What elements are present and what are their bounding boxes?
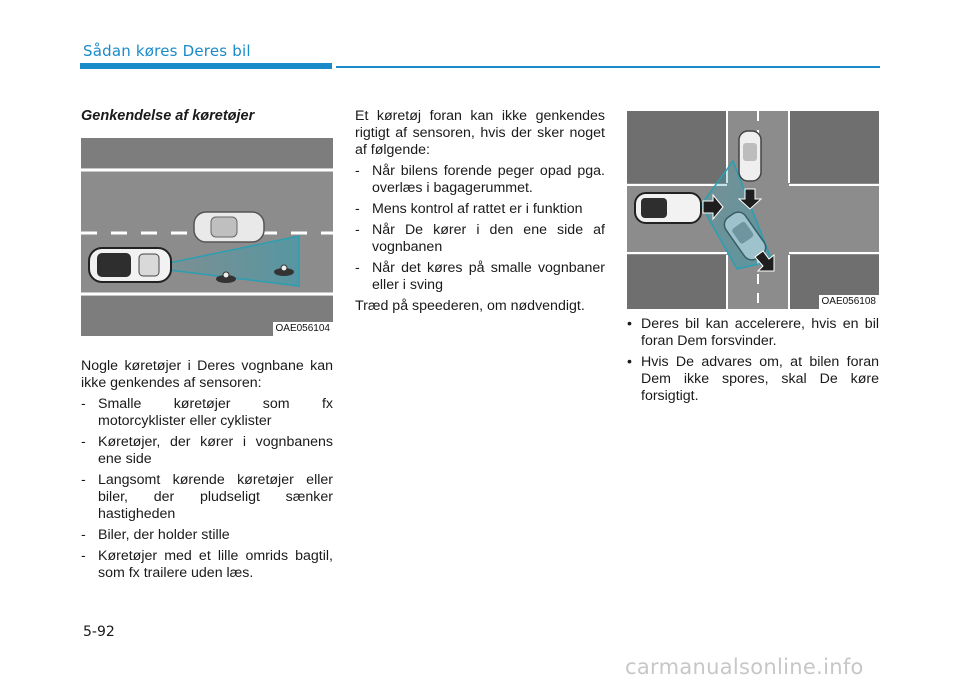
middle-intro: Et køretøj foran kan ikke genkendes rigtigt af sensoren, hvis der sker noget af følgende:: [355, 108, 605, 158]
figure-code: OAE056104: [273, 322, 334, 336]
list-item: - Smalle køretøjer som fx motorcyklister eller cyklister: [81, 396, 333, 430]
figure-intersection: [627, 111, 879, 309]
figure-spacer: [81, 147, 333, 358]
list-item: - Når bilens forende peger opad pga. overlæs i bagagerummet.: [355, 163, 605, 197]
list-item: - Når De kører i den ene side af vognbanen: [355, 222, 605, 256]
left-list: [81, 396, 333, 582]
page-number: 5-92: [83, 624, 115, 640]
header-rule-thin: [336, 66, 880, 68]
list-item: - Mens kontrol af rattet er i funktion: [355, 201, 605, 218]
list-item: - Biler, der holder stille: [81, 527, 333, 544]
figure-code: OAE056108: [819, 295, 880, 309]
header-rule-thick: [80, 63, 332, 69]
section-heading: Genkendelse af køretøjer: [81, 108, 255, 124]
list-item: - Køretøjer med et lille omrids bagtil, som fx trailere uden læs.: [81, 548, 333, 582]
middle-list: [355, 163, 605, 294]
car-ahead-icon: [739, 131, 761, 181]
right-column: [627, 316, 879, 409]
list-item: • Deres bil kan accelerere, hvis en bil foran Dem forsvinder.: [627, 316, 879, 350]
middle-column: [355, 108, 605, 319]
list-item: - Langsomt kørende køretøjer eller biler, der pludseligt sænker hastigheden: [81, 472, 333, 523]
own-car-icon: [635, 193, 701, 223]
left-intro: Nogle køretøjer i Deres vognbane kan ikke genkendes af sensoren:: [81, 358, 333, 391]
right-bullet-list: [627, 316, 879, 405]
section-header-title: Sådan køres Deres bil: [83, 42, 251, 60]
road-illustration-intersection: [627, 111, 879, 309]
list-item: • Hvis De advares om, at bilen foran Dem ikke spores, skal De køre forsigtigt.: [627, 354, 879, 405]
middle-outro: Træd på speederen, om nødvendigt.: [355, 298, 585, 314]
left-column: [81, 108, 333, 586]
list-item: - Køretøjer, der kører i vognbanens ene side: [81, 434, 333, 468]
watermark-text: carmanualsonline.info: [625, 655, 864, 679]
list-item: - Når det køres på smalle vognbaner eller i sving: [355, 260, 605, 294]
